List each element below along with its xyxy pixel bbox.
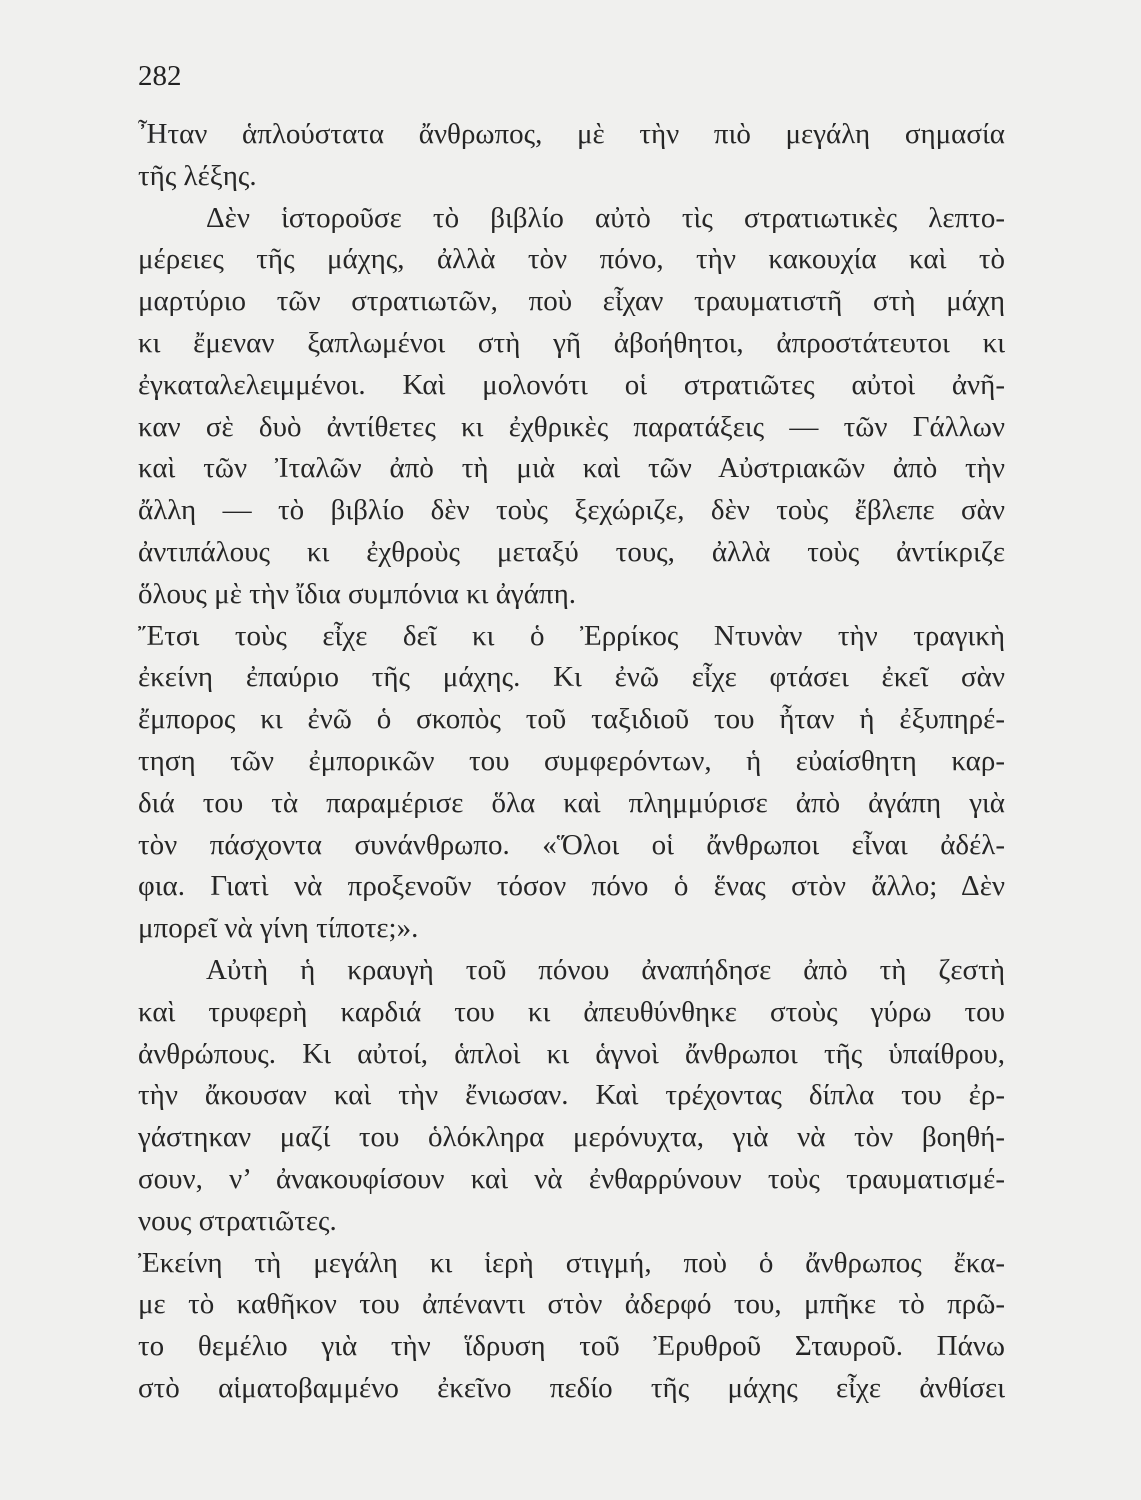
text-line: ἄλλη — τὸ βιβλίο δὲν τοὺς ξεχώριζε, δὲν τοὺς ἔβλεπε σὰν [138,494,1005,527]
text-line: το θεμέλιο γιὰ τὴν ἵδρυση τοῦ Ἐρυθροῦ Σταυροῦ. Πάνω [138,1330,1005,1363]
text-line: τὸν πάσχοντα συνάνθρωπο. «Ὅλοι οἱ ἄνθρωποι εἶναι ἀδέλ- [138,828,1005,861]
text-line: διά του τὰ παραμέρισε ὅλα καὶ πλημμύρισε ἀπὸ ἀγάπη γιὰ [138,786,1005,819]
text-line: Αὐτὴ ἡ κραυγὴ τοῦ πόνου ἀναπήδησε ἀπὸ τὴ ζεστὴ [206,953,1005,986]
text-line: Ἦταν ἁπλούστατα ἄνθρωπος, μὲ τὴν πιὸ μεγάλη σημασία [138,118,1005,150]
text-line: τῆς λέξης. [138,159,257,192]
text-line: τηση τῶν ἐμπορικῶν του συμφερόντων, ἡ εὐαίσθητη καρ- [138,744,1005,777]
text-line: ἀνθρώπους. Κι αὐτοί, ἁπλοὶ κι ἁγνοὶ ἄνθρωποι τῆς ὑπαίθρου, [138,1037,1005,1070]
text-line: με τὸ καθῆκον του ἀπέναντι στὸν ἀδερφό του, μπῆκε τὸ πρῶ- [138,1288,1005,1321]
text-line: ὅλους μὲ τὴν ἴδια συμπόνια κι ἀγάπη. [138,577,576,610]
text-line: σουν, ν’ ἀνακουφίσουν καὶ νὰ ἐνθαρρύνουν τοὺς τραυματισμέ- [138,1162,1005,1195]
text-line: Δὲν ἱστοροῦσε τὸ βιβλίο αὐτὸ τὶς στρατιωτικὲς λεπτο- [206,201,1005,234]
text-line: μαρτύριο τῶν στρατιωτῶν, ποὺ εἶχαν τραυματιστῆ στὴ μάχη [138,285,1005,318]
text-line: ἐκείνη ἐπαύριο τῆς μάχης. Κι ἐνῶ εἶχε φτάσει ἐκεῖ σὰν [138,661,1005,694]
text-line: γάστηκαν μαζί του ὁλόκληρα μερόνυχτα, γιὰ νὰ τὸν βοηθή- [138,1121,1005,1154]
text-line: ἐγκαταλελειμμένοι. Καὶ μολονότι οἱ στρατιῶτες αὐτοὶ ἀνῆ- [138,368,1005,401]
text-line: φια. Γιατὶ νὰ προξενοῦν τόσον πόνο ὁ ἕνας στὸν ἄλλο; Δὲν [138,870,1005,903]
text-line: καν σὲ δυὸ ἀντίθετες κι ἐχθρικὲς παρατάξεις — τῶν Γάλλων [138,410,1005,443]
text-line: μέρειες τῆς μάχης, ἀλλὰ τὸν πόνο, τὴν κακουχία καὶ τὸ [138,243,1005,276]
page-number: 282 [138,60,182,92]
text-line: ἀντιπάλους κι ἐχθροὺς μεταξύ τους, ἀλλὰ τοὺς ἀντίκριζε [138,535,1005,568]
text-line: στὸ αἱματοβαμμένο ἐκεῖνο πεδίο τῆς μάχης εἶχε ἀνθίσει [138,1371,1005,1404]
text-line: νους στρατιῶτες. [138,1204,337,1237]
text-line: τὴν ἄκουσαν καὶ τὴν ἔνιωσαν. Καὶ τρέχοντας δίπλα του ἐρ- [138,1079,1005,1112]
text-line: Ἔτσι τοὺς εἶχε δεῖ κι ὁ Ἐρρίκος Ντυνὰν τὴν τραγικὴ [138,619,1005,652]
text-line: ἔμπορος κι ἐνῶ ὁ σκοπὸς τοῦ ταξιδιοῦ του ἦταν ἡ ἐξυπηρέ- [138,703,1005,736]
body-text [138,114,1005,1410]
text-line: καὶ τῶν Ἰταλῶν ἀπὸ τὴ μιὰ καὶ τῶν Αὐστριακῶν ἀπὸ τὴν [138,452,1005,485]
text-line: καὶ τρυφερὴ καρδιά του κι ἀπευθύνθηκε στοὺς γύρω του [138,995,1005,1028]
text-line: μπορεῖ νὰ γίνη τίποτε;». [138,912,419,945]
text-line: Ἐκείνη τὴ μεγάλη κι ἱερὴ στιγμή, ποὺ ὁ ἄνθρωπος ἔκα- [138,1246,1005,1279]
text-line: κι ἔμεναν ξαπλωμένοι στὴ γῆ ἀβοήθητοι, ἀπροστάτευτοι κι [138,326,1005,359]
